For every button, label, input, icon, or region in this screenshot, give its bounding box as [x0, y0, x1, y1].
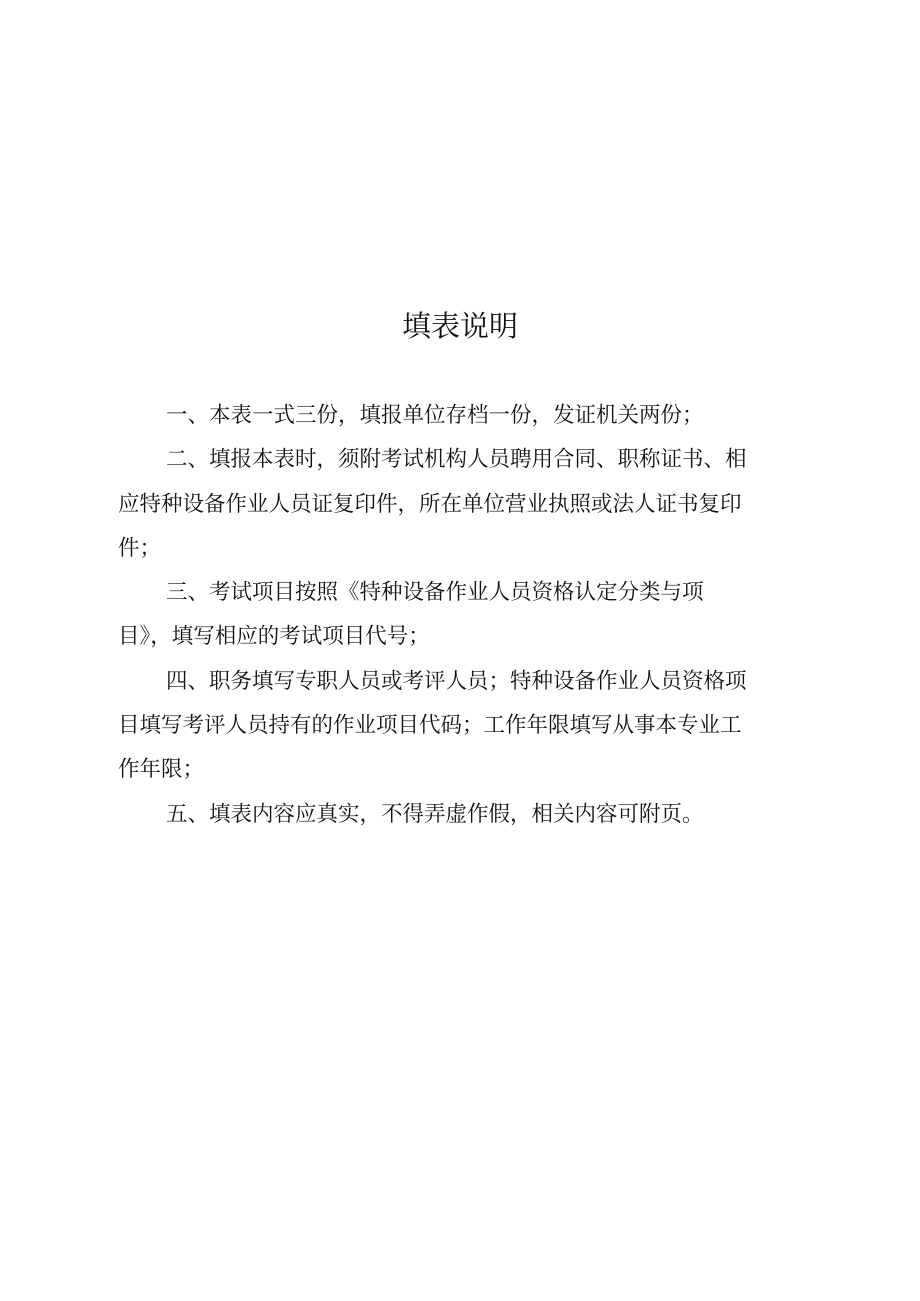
instruction-paragraph-4: [118, 660, 798, 793]
paragraph-line: 目》，填写相应的考试项目代号；: [118, 624, 430, 650]
paragraph-line: 件；: [118, 535, 162, 561]
paragraph-line: 二、填报本表时，须附考试机构人员聘用合同、职称证书、相: [166, 447, 747, 473]
paragraph-line: 五、填表内容应真实，不得弄虚作假，相关内容可附页。: [166, 801, 704, 827]
paragraph-line: 应特种设备作业人员证复印件，所在单位营业执照或法人证书复印: [118, 491, 742, 517]
instruction-paragraph-3: [118, 571, 798, 660]
paragraph-line: 目填写考评人员持有的作业项目代码；工作年限填写从事本专业工: [118, 713, 742, 739]
instruction-paragraph-5: [118, 793, 798, 837]
page-title: 填表说明: [401, 309, 518, 343]
instruction-paragraph-1: [118, 394, 798, 438]
paragraph-line: 一、本表一式三份，填报单位存档一份，发证机关两份；: [166, 403, 704, 428]
paragraph-line: 作年限；: [118, 757, 205, 783]
instructions-body: [118, 394, 798, 837]
instruction-paragraph-2: [118, 438, 798, 571]
paragraph-line: 四、职务填写专职人员或考评人员；特种设备作业人员资格项: [166, 668, 747, 694]
paragraph-line: 三、考试项目按照《特种设备作业人员资格认定分类与项: [166, 580, 704, 606]
